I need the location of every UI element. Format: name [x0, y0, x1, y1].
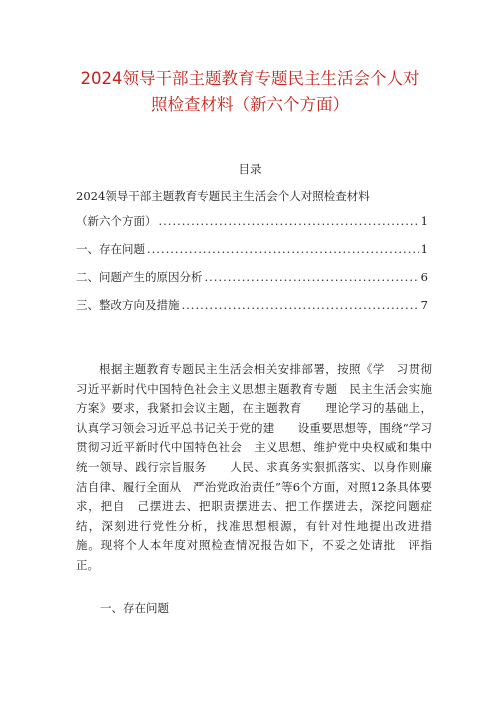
section-heading-problems: 一、存在问题 — [100, 601, 169, 615]
toc-page-number: 7 — [420, 298, 428, 312]
toc-entry-title[interactable]: 2024领导干部主题教育专题民主生活会个人对照检查材料 — [76, 189, 370, 203]
document-title — [0, 66, 500, 118]
toc-heading: 目录 — [238, 162, 262, 176]
toc-page-number: 1 — [420, 214, 428, 228]
toc-entry-label: 三、整改方向及措施 — [76, 298, 180, 312]
toc-entry-label: 一、存在问题 — [76, 242, 145, 256]
toc-entry-problems[interactable] — [76, 241, 428, 257]
toc-entry-label: （新六个方面） — [76, 214, 157, 228]
toc-entry-title-cont[interactable] — [76, 213, 428, 229]
toc-entry-causes[interactable] — [76, 269, 428, 285]
intro-paragraph: 根据主题教育专题民主生活会相关安排部署，按照《学 习贯彻习近平新时代中国特色社会主义思想主题教育专题 民主生活会实施方案》要求，我紧扣会议主题，在主题教育 理论学习的基础上，认真学习领会习近平总书记关于党的建 设重要思想等，围绕“学习贯彻习近平新时代中国特色社会 主义思想、维护党中央权威和集中统一领导、践行宗旨服务 人民、求真务实狠抓落实、以身作则廉洁自律、履行全面从 严治党政治责任”等6个方面，对照12条具体要求，把自 己摆进去、把职责摆进去、把工作摆进去，深挖问题症结，深刻进行党性分析，找准思想根源，有针对性地提出改进措 施。现将个人本年度对照检查情况报告如下，不妥之处请批 评指正。 — [76, 362, 455, 572]
title-line-2: 照检查材料（新六个方面） — [151, 95, 349, 114]
toc-entry-measures[interactable] — [76, 297, 428, 313]
toc-leader-dots — [159, 213, 419, 229]
toc-page-number: 1 — [420, 242, 428, 256]
title-line-1: 2024领导干部主题教育专题民主生活会个人对 — [80, 69, 420, 88]
toc-leader-dots — [205, 269, 419, 285]
toc-leader-dots — [147, 241, 419, 257]
toc-page-number: 6 — [420, 270, 428, 284]
toc-entry-label: 二、问题产生的原因分析 — [76, 270, 203, 284]
toc-leader-dots — [182, 297, 419, 313]
